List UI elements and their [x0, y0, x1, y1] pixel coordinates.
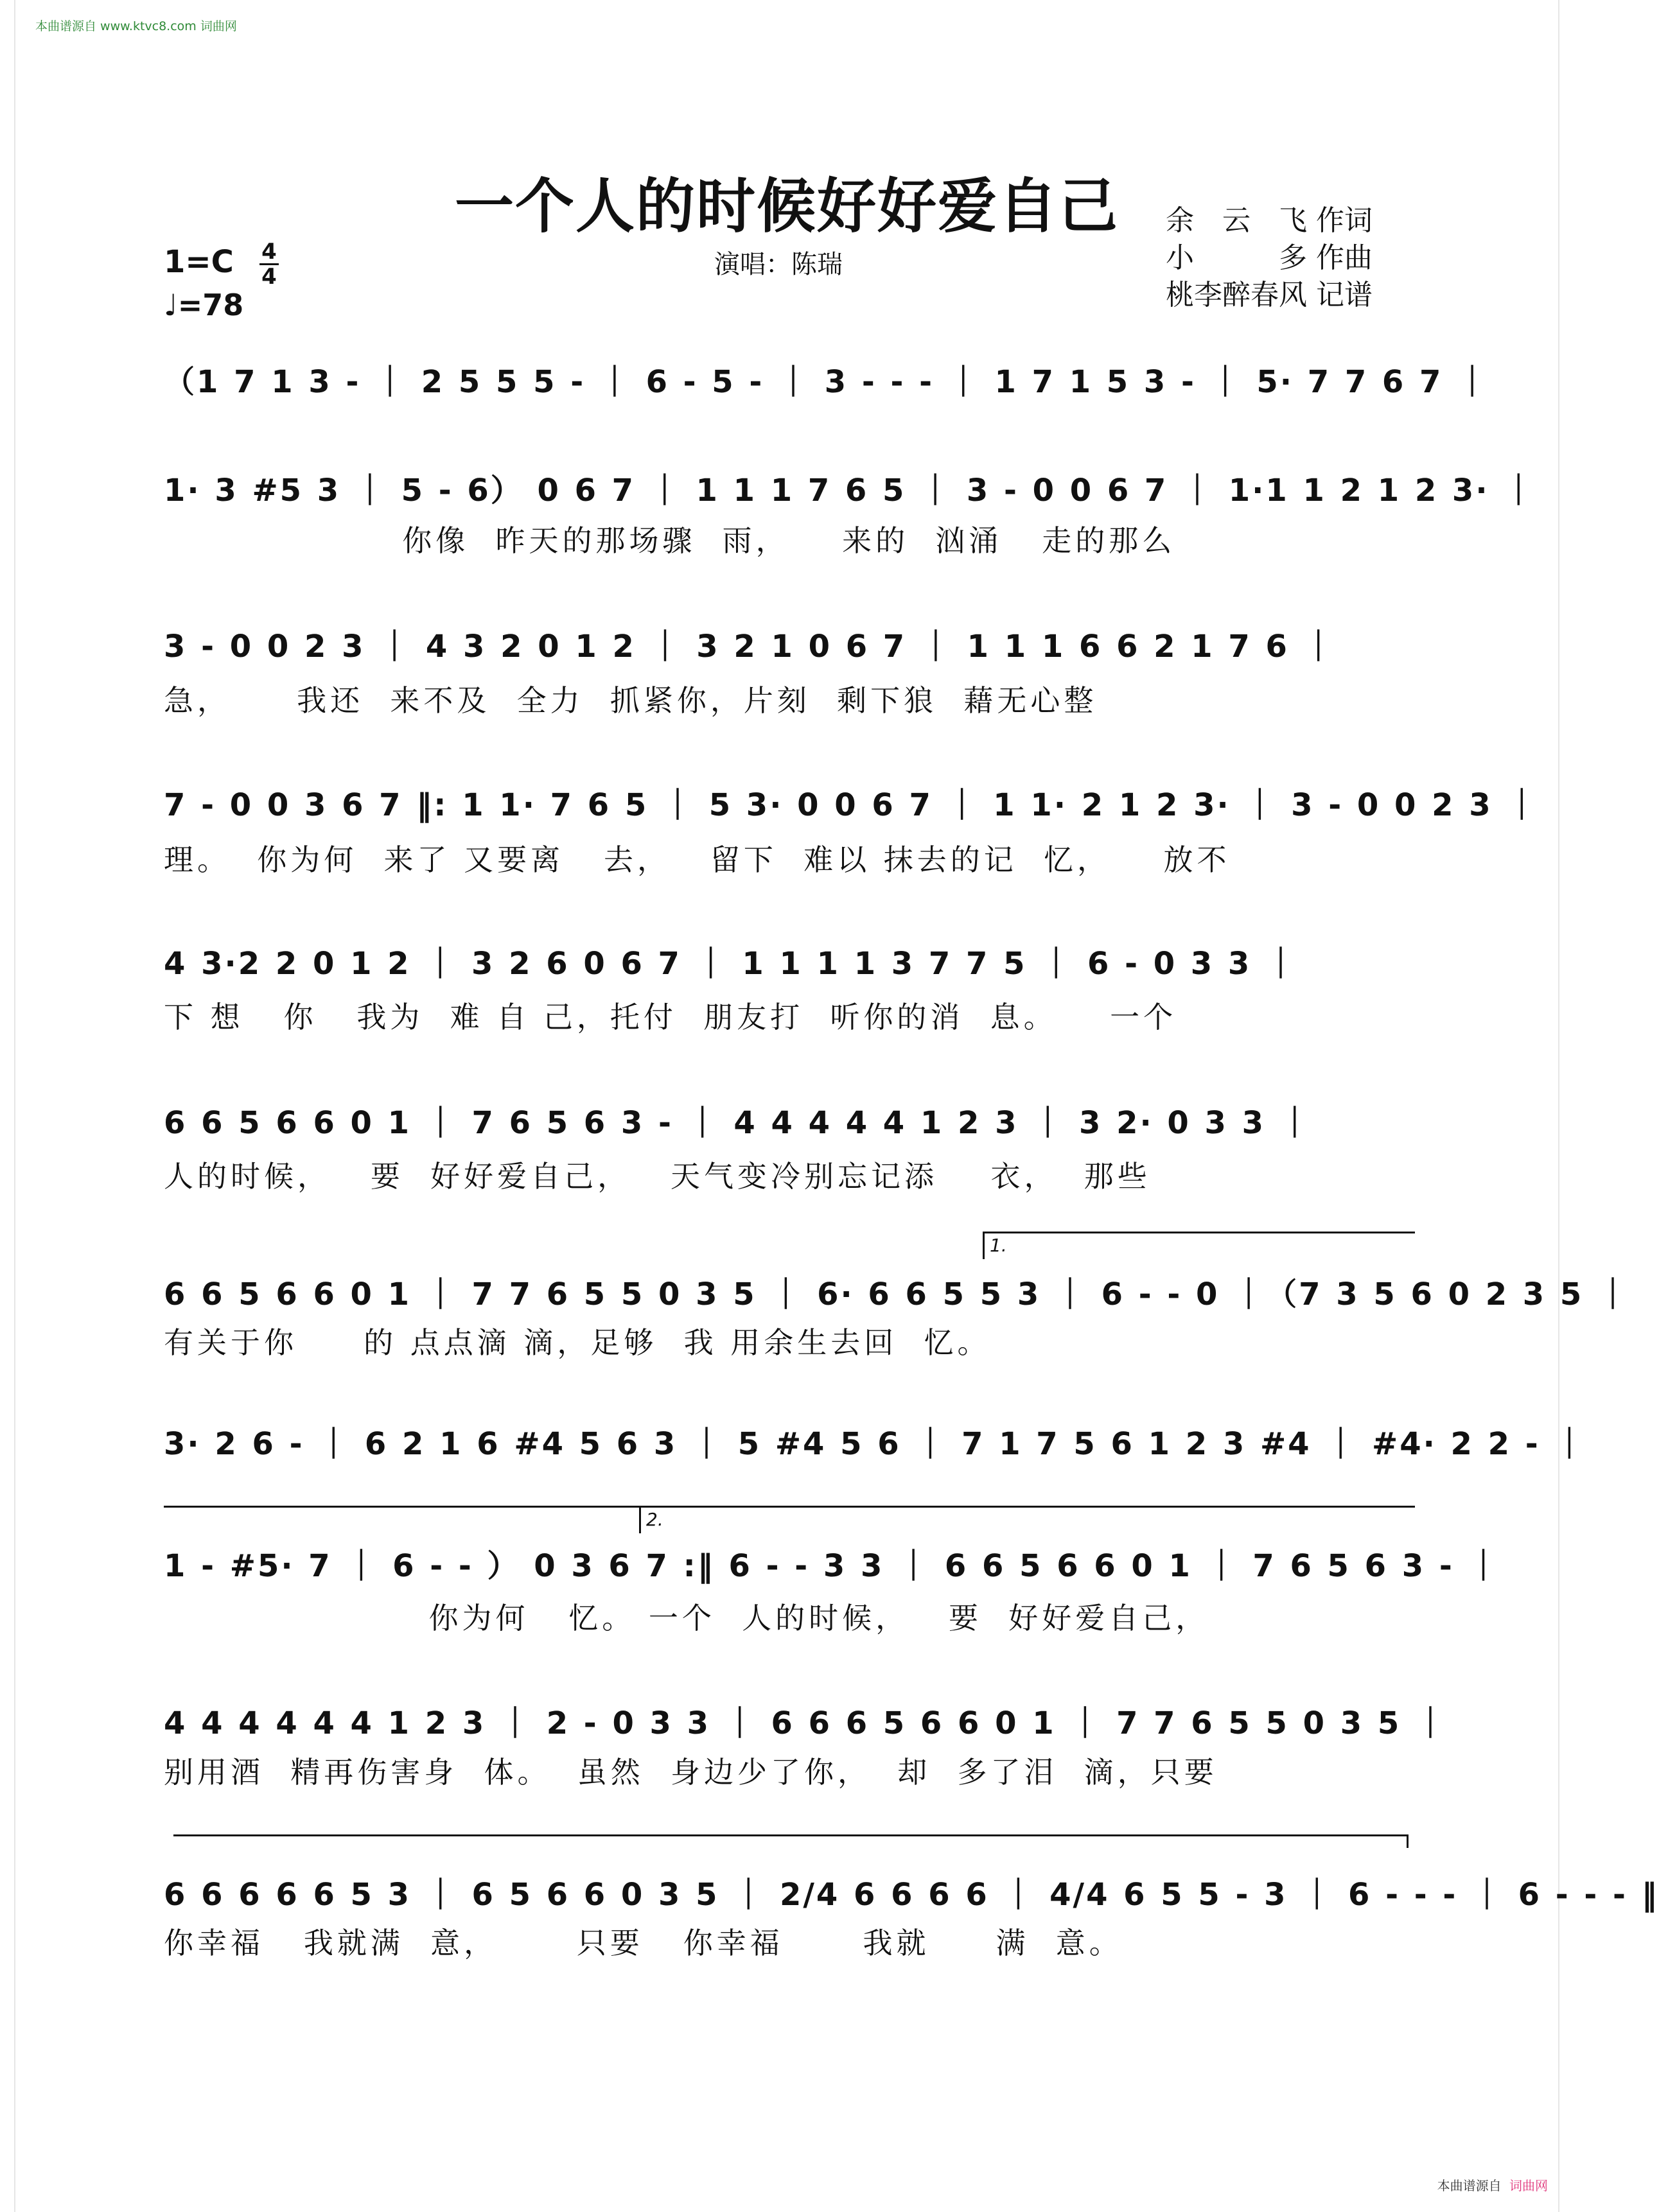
left-margin-strip — [0, 0, 15, 2212]
score-line-7: 6 6 5 6 6 0 1 ｜ 7 7 6 5 5 0 3 5 ｜ 6· 6 6 5 5 3 ｜ 6 - - 0 ｜（7 3 5 6 0 2 3 5 ｜ — [164, 1276, 1631, 1312]
lyric-line-6: 人的时候， 要 好好爱自己， 天气变冷别忘记添 衣， 那些 — [164, 1159, 1151, 1194]
lyric-line-11: 你幸福 我就满 意， 只要 你幸福 我就 满 意。 — [164, 1926, 1123, 1960]
meter-top: 4 — [261, 239, 277, 265]
score-line-2: 1· 3 #5 3 ｜ 5 - 6） 0 6 7 ｜ 1 1 1 7 6 5 ｜ 3 - 0 0 6 7 ｜ 1·1 1 2 1 2 3· ｜ — [164, 473, 1536, 509]
meter-bottom: 4 — [261, 264, 277, 290]
score-line-5: 4 3·2 2 0 1 2 ｜ 3 2 6 0 6 7 ｜ 1 1 1 1 3 7 7 5 ｜ 6 - 0 3 3 ｜ — [164, 946, 1299, 982]
lyric-line-10: 别用酒 精再伤害身 体。 虽然 身边少了你， 却 多了泪 滴，只要 — [164, 1755, 1218, 1790]
score-line-1: （1 7 1 3 - ｜ 2 5 5 5 - ｜ 6 - 5 - ｜ 3 - - - ｜ 1 7 1 5 3 - ｜ 5· 7 7 6 7 ｜ — [164, 364, 1490, 400]
first-ending-number: 1. — [990, 1235, 1007, 1256]
slur-bracket-final — [173, 1834, 1409, 1848]
source-watermark-top: 本曲谱源自 www.ktvc8.com 词曲网 — [35, 19, 237, 33]
lyricist-credit: 余 云 飞 作词 — [1166, 204, 1373, 237]
time-signature — [259, 241, 279, 288]
lyric-line-7: 有关于你 的 点点滴 滴，足够 我 用余生去回 忆。 — [164, 1325, 991, 1360]
score-line-11: 6 6 6 6 6 5 3 ｜ 6 5 6 6 0 3 5 ｜ 2/4 6 6 6 6 ｜ 4/4 6 5 5 - 3 ｜ 6 - - - ｜ 6 - - - ‖ — [164, 1877, 1659, 1913]
score-line-6: 6 6 5 6 6 0 1 ｜ 7 6 5 6 3 - ｜ 4 4 4 4 4 1 2 3 ｜ 3 2· 0 3 3 ｜ — [164, 1105, 1312, 1141]
score-line-3: 3 - 0 0 2 3 ｜ 4 3 2 0 1 2 ｜ 3 2 1 0 6 7 ｜ 1 1 1 6 6 2 1 7 6 ｜ — [164, 629, 1336, 665]
bottom-watermark-site: 词曲网 — [1509, 2178, 1548, 2193]
bottom-watermark-text: 本曲谱源自 — [1437, 2178, 1502, 2193]
key-signature: 1=C — [164, 244, 234, 280]
lyric-line-9: 你为何 忆。 一个 人的时候， 要 好好爱自己， — [164, 1601, 1209, 1635]
score-line-8: 3· 2 6 - ｜ 6 2 1 6 #4 5 6 3 ｜ 5 #4 5 6 ｜ 7 1 7 5 6 1 2 3 #4 ｜ #4· 2 2 - ｜ — [164, 1426, 1587, 1462]
score-line-9: 1 - #5· 7 ｜ 6 - - ） 0 3 6 7 :‖ 6 - - 3 3 ｜ 6 6 5 6 6 0 1 ｜ 7 6 5 6 3 - ｜ — [164, 1548, 1501, 1584]
source-watermark-bottom — [1437, 2175, 1548, 2194]
transcriber-credit: 桃李醉春风 记谱 — [1166, 279, 1373, 311]
second-ending-number: 2. — [646, 1509, 663, 1530]
tempo-marking: ♩=78 — [164, 288, 244, 322]
composer-credit: 小 多 作曲 — [1166, 241, 1373, 274]
score-line-4: 7 - 0 0 3 6 7 ‖: 1 1· 7 6 5 ｜ 5 3· 0 0 6 7 ｜ 1 1· 2 1 2 3· ｜ 3 - 0 0 2 3 ｜ — [164, 787, 1540, 823]
page-title: 一个人的时候好好爱自己 — [454, 171, 1119, 241]
singer-label: 演唱：陈瑞 — [714, 250, 843, 279]
first-ending-bracket — [983, 1232, 1415, 1259]
lyric-line-5: 下 想 你 我为 难 自 己，托付 朋友打 听你的消 息。 一个 — [164, 1000, 1177, 1034]
second-ending-bracket — [639, 1506, 1415, 1533]
score-line-10: 4 4 4 4 4 4 1 2 3 ｜ 2 - 0 3 3 ｜ 6 6 6 5 6 6 0 1 ｜ 7 7 6 5 5 0 3 5 ｜ — [164, 1705, 1448, 1741]
lyric-line-2: 你像 昨天的那场骤 雨， 来的 汹涌 走的那么 — [164, 523, 1176, 558]
lyric-line-4: 理。 你为何 来了 又要离 去， 留下 难以 抹去的记 忆， 放不 — [164, 842, 1231, 877]
lyric-line-3: 急， 我还 来不及 全力 抓紧你，片刻 剩下狼 藉无心整 — [164, 683, 1098, 718]
credits — [1166, 202, 1373, 314]
